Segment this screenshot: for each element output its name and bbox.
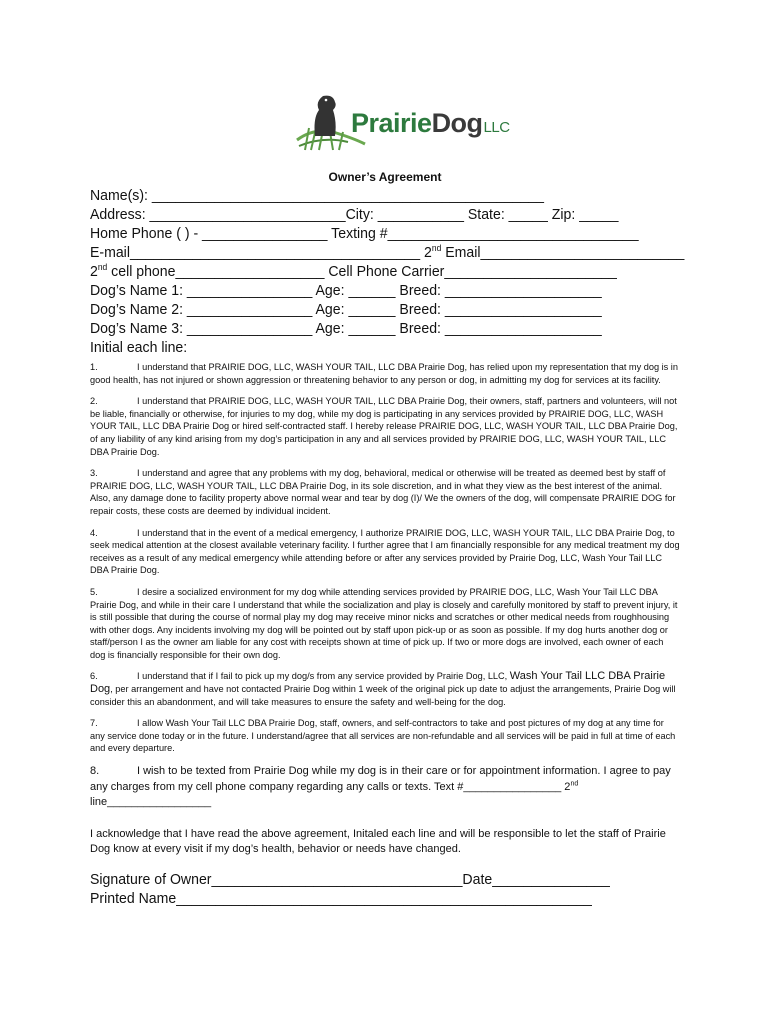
superscript-nd: nd (97, 262, 108, 272)
item-text: , per arrangement and have not contacted Prairie Dog within 1 week of the original pick up date to adjust the arrangements, Prairie Dog will consider this an abandonment, and will take measures to ensure the safety and well-being for the dog. (90, 684, 676, 707)
signature-field[interactable]: Signature of Owner________________________________Date_______________ (90, 871, 610, 888)
item-number: 6. (90, 671, 98, 682)
dog-2-field[interactable]: Dog’s Name 2: ________________ Age: ______ Breed: ____________________ (90, 301, 602, 318)
superscript-nd: nd (570, 779, 579, 787)
home-phone-field[interactable]: Home Phone ( ) - ________________ Texting #________________________________ (90, 225, 639, 242)
item-number: 2. (90, 396, 98, 407)
item-text: I understand and agree that any problems with my dog, behavioral, medical or otherwise will be treated as deemed best by staff of PRAIRIE DOG, LLC, WASH YOUR TAIL, LLC DBA Prairie Dog, in its sole discretion, and in what they view as the best interest of the animal. Also, any damage done to facility property above normal wear and tear by dog (I)/ We the owners of the dog, will compensate PRAIRIE DOG for repair costs, these costs are deemed by individual incident. (90, 468, 676, 516)
prairie-dog-logo (293, 88, 510, 158)
logo-prairie-text: Prairie (351, 108, 432, 138)
names-field[interactable]: Name(s): __________________________________________________ (90, 187, 544, 204)
item-text: I desire a socialized environment for my dog while attending services provided by PRAIRIE DOG, LLC, Wash Your Tail LLC DBA Prairie Dog, and while in their care I understand that while the socialization and play is closely and carefully monitored by staff to prevent injury, it is still possible that during the course of normal play my dog may receive minor nicks and scratches or other medical needs from roughhousing with other dogs. Any incidents involving my dog will be pointed out by staff upon pick-up or as soon as possible. If my dog hurts another dog or staff/person I as the owner am liable for any cost with receipts shown at time of pick up. If two or more dogs are involved, each owner of each dog is financially responsible for their own dog. (90, 586, 678, 660)
second-email-label: Email__________________________ (441, 244, 685, 261)
cell-phone-field[interactable] (90, 262, 616, 281)
email-label: E-mail_____________________________________ 2 (90, 244, 432, 261)
address-field[interactable]: Address: _________________________City: ___________ State: _____ Zip: _____ (90, 206, 619, 223)
item-text: I understand that if I fail to pick up my dog/s from any service provided by Prairie Dog, LLC, (137, 671, 510, 682)
dog-1-field[interactable]: Dog’s Name 1: ________________ Age: ______ Breed: ____________________ (90, 282, 602, 299)
item-number: 8. (90, 765, 100, 778)
dog-3-field[interactable]: Dog’s Name 3: ________________ Age: ______ Breed: ____________________ (90, 320, 602, 337)
agreement-item (90, 717, 680, 755)
agreement-item (90, 395, 680, 458)
agreement-item (90, 670, 680, 708)
printed-name-field[interactable]: Printed Name_____________________________________________________ (90, 890, 592, 907)
logo-llc-text: LLC (483, 119, 510, 136)
item-text: I understand that PRAIRIE DOG, LLC, WASH YOUR TAIL, LLC DBA Prairie Dog, their owners, staff, partners and volunteers, will not be liable, financially or otherwise, for injuries to my dog, while my dog is participating in any services provided by PRAIRIE DOG, LLC, WASH YOUR TAIL, LLC DBA Prairie Dog or hired self-contracted staff. I hereby release PRAIRIE DOG, LLC, WASH YOUR TAIL, LLC DBA Prairie Dog, of any liability of any kind arising from my dog’s participation in any and all services provided by PRAIRIE DOG, LLC, WASH YOUR TAIL, LLC DBA Prairie Dog. (90, 396, 678, 457)
cell-label-number: 2 (90, 263, 98, 280)
item-number: 5. (90, 586, 98, 597)
item-text: I wish to be texted from Prairie Dog while my dog is in their care or for appointment information. I agree to pay any charges from my cell phone company regarding any calls or texts. Text #________________ 2 (90, 765, 671, 793)
item-number: 7. (90, 718, 98, 729)
logo-dog-text: Dog (431, 108, 483, 138)
acknowledgement-text: I acknowledge that I have read the above agreement, Initaled each line and will be responsible to let the staff of Prairie Dog know at every visit if my dog’s health, behavior or needs have changed. (90, 827, 666, 856)
item-text: I understand that PRAIRIE DOG, LLC, WASH YOUR TAIL, LLC DBA Prairie Dog, has relied upon my representation that my dog is in good health, has not injured or shown aggression or threatening behavior to any person or dog, in admitting my dog for services at its facility. (90, 362, 678, 385)
item-number: 3. (90, 468, 98, 479)
item-text: I allow Wash Your Tail LLC DBA Prairie Dog, staff, owners, and self-contractors to take and post pictures of my dog at any time for any service done today or in the future. I understand/agree that all services are non-refundable and all services will be paid in full at time of each and every departure. (90, 718, 676, 754)
agreement-item (90, 527, 680, 577)
agreement-item (90, 361, 680, 386)
agreement-item (90, 586, 680, 662)
agreement-item (90, 467, 680, 517)
item-text: line_________________ (90, 796, 212, 809)
item-text: I understand that in the event of a medical emergency, I authorize PRAIRIE DOG, LLC, WASH YOUR TAIL, LLC DBA Prairie Dog, to seek medical attention at the closest available veterinary facility. I further agree that I am financially responsible for any medical treatment my dog receives as a result of any medical emergency while attending before or after any services provided by Prairie Dog, LLC, Wash Your Tail LLC DBA Prairie Dog. (90, 527, 680, 576)
owner-info-fields (90, 186, 685, 357)
signature-block (90, 870, 650, 908)
item-number: 4. (90, 527, 98, 538)
superscript-nd: nd (431, 243, 442, 253)
item-number: 1. (90, 362, 98, 372)
agreement-item (90, 764, 680, 811)
email-field[interactable] (90, 243, 685, 262)
cell-label: cell phone___________________ Cell Phone Carrier______________________ (107, 263, 617, 280)
document-title: Owner’s Agreement (328, 170, 442, 184)
initial-heading: Initial each line: (90, 339, 188, 356)
agreement-items (90, 361, 680, 858)
item-text-emphasis: Wash Your Tail LLC DBA Prairie Dog (90, 670, 666, 696)
